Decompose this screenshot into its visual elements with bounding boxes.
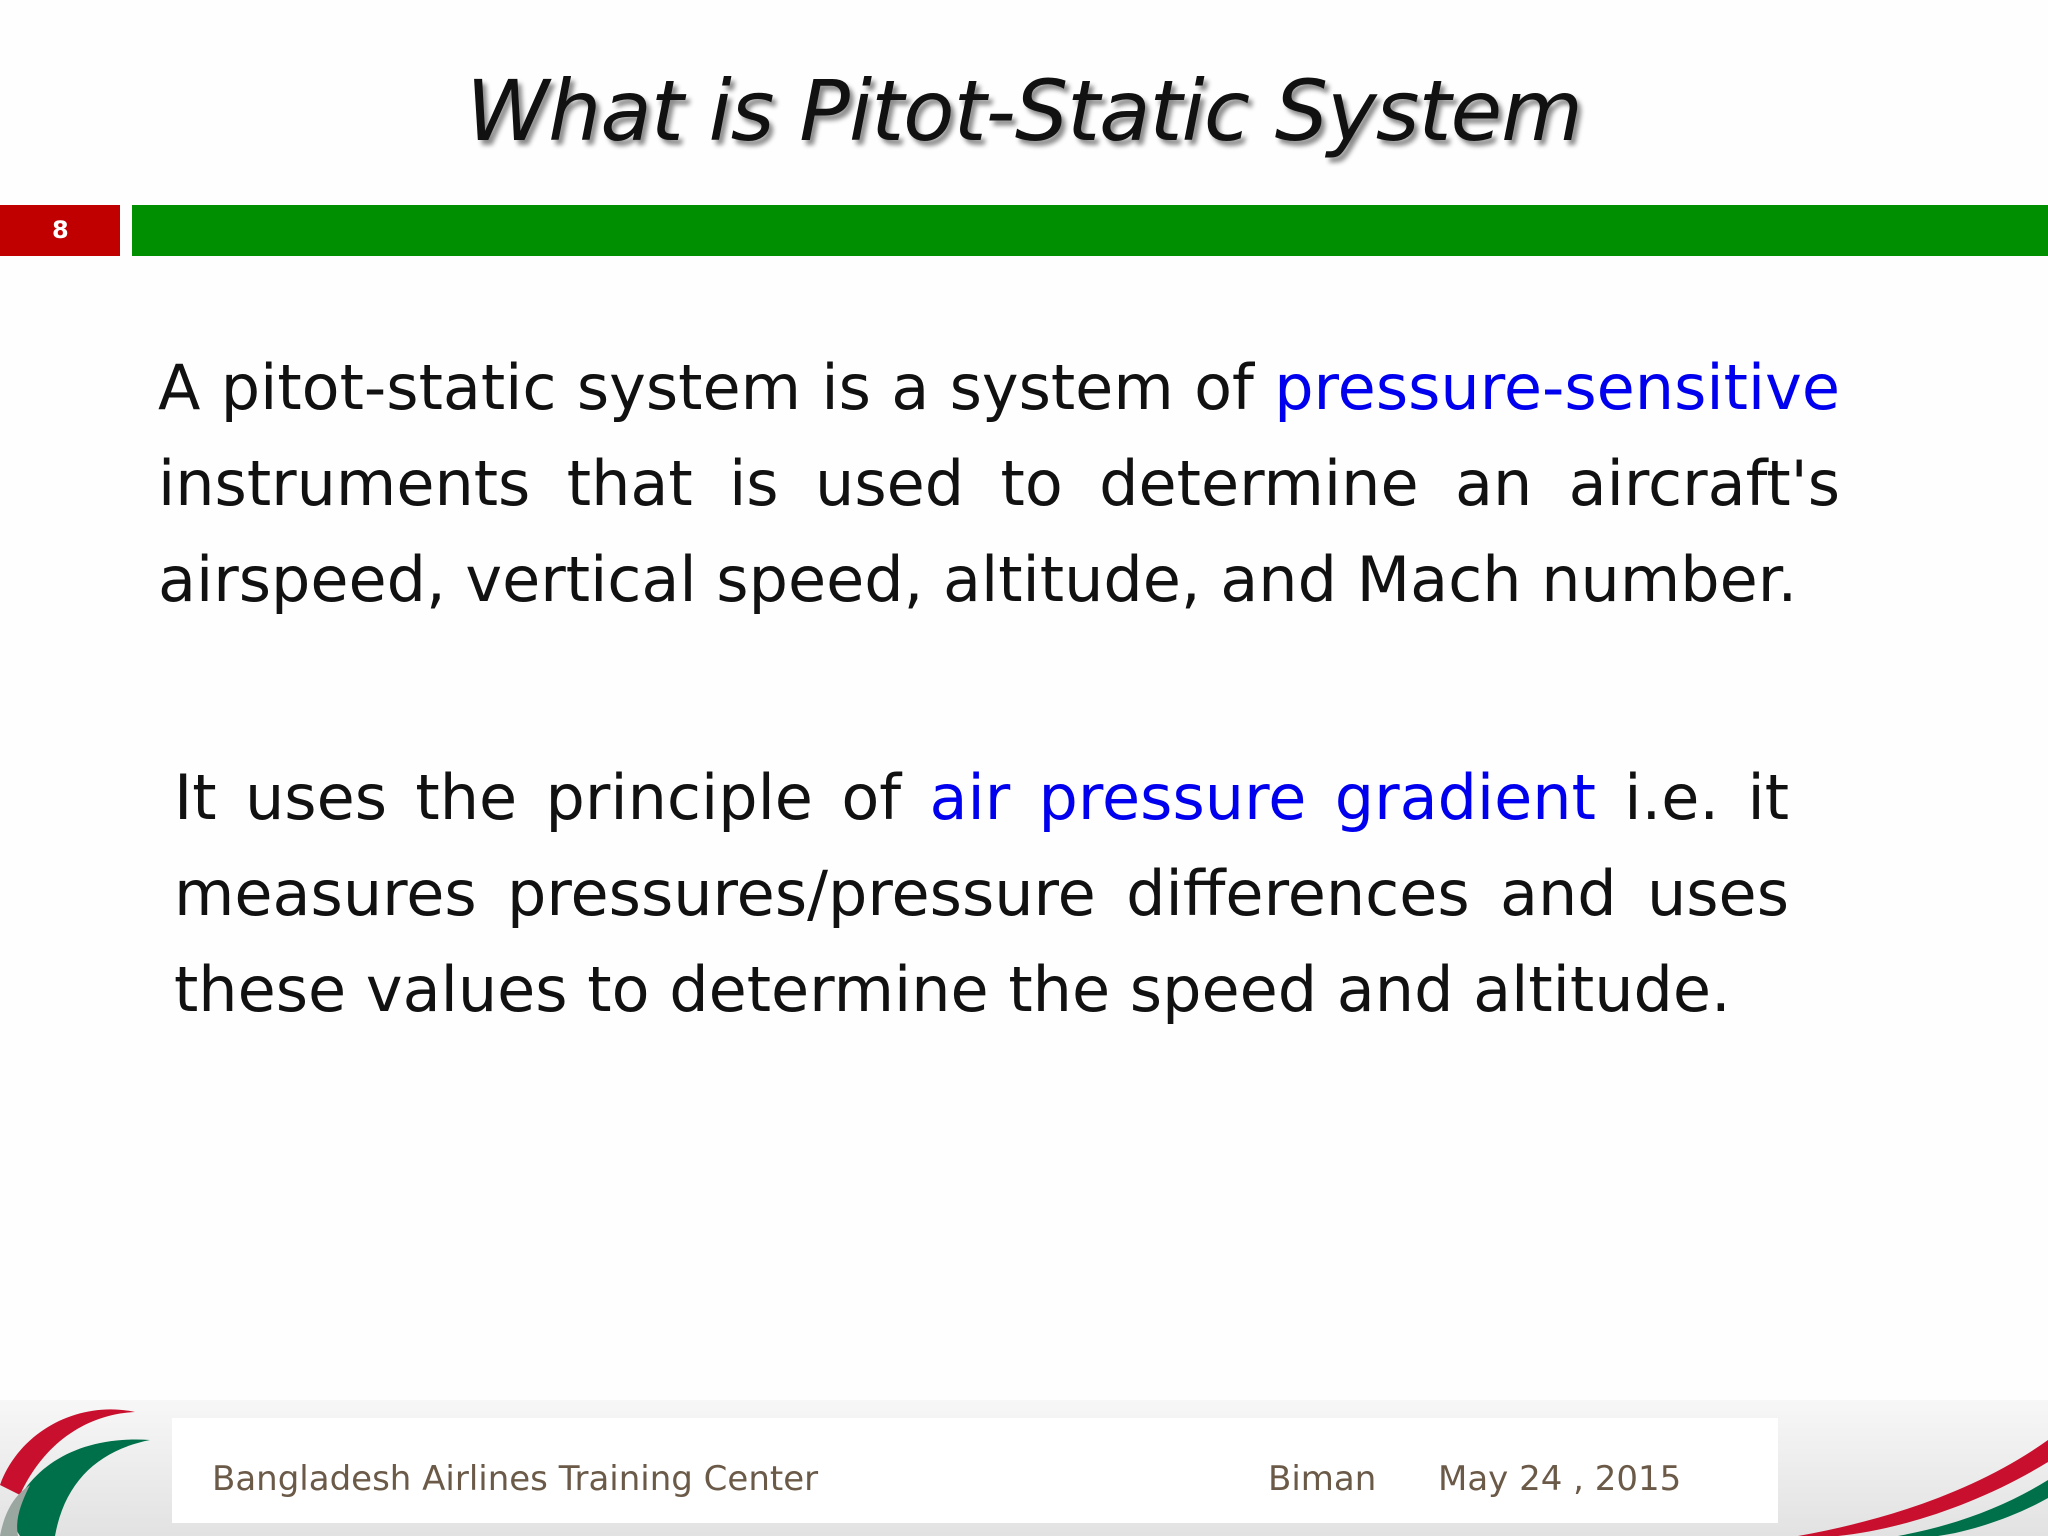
footer-swoosh-icon <box>1778 1400 2048 1536</box>
footer-date: May 24 , 2015 <box>1438 1459 1682 1499</box>
highlight-pressure-sensitive: pressure-sensitive <box>1274 351 1840 424</box>
paragraph-definition-text-2: instruments that is used to determine an aircraft's airspeed, vertical speed, altitude, and Mach number. <box>158 447 1840 616</box>
paragraph-definition-text-1: A pitot-static system is a system of <box>158 351 1275 424</box>
slide-title: What is Pitot-Static System <box>466 62 1582 160</box>
footer-brand: Biman <box>1268 1459 1377 1499</box>
footer-organization: Bangladesh Airlines Training Center <box>212 1459 819 1499</box>
paragraph-principle-text-1: It uses the principle of <box>174 761 930 834</box>
biman-logo-icon <box>0 1400 180 1536</box>
paragraph-definition <box>158 340 1840 628</box>
title-divider-bar <box>132 205 2048 256</box>
slide-number: 8 <box>0 205 120 256</box>
highlight-air-pressure-gradient: air pressure gradient <box>929 761 1596 834</box>
paragraph-principle-text-2: i.e. it measures pressures/pressure differences and uses these values to determine the speed and altitude. <box>174 761 1790 1026</box>
paragraph-principle <box>174 750 1789 1038</box>
